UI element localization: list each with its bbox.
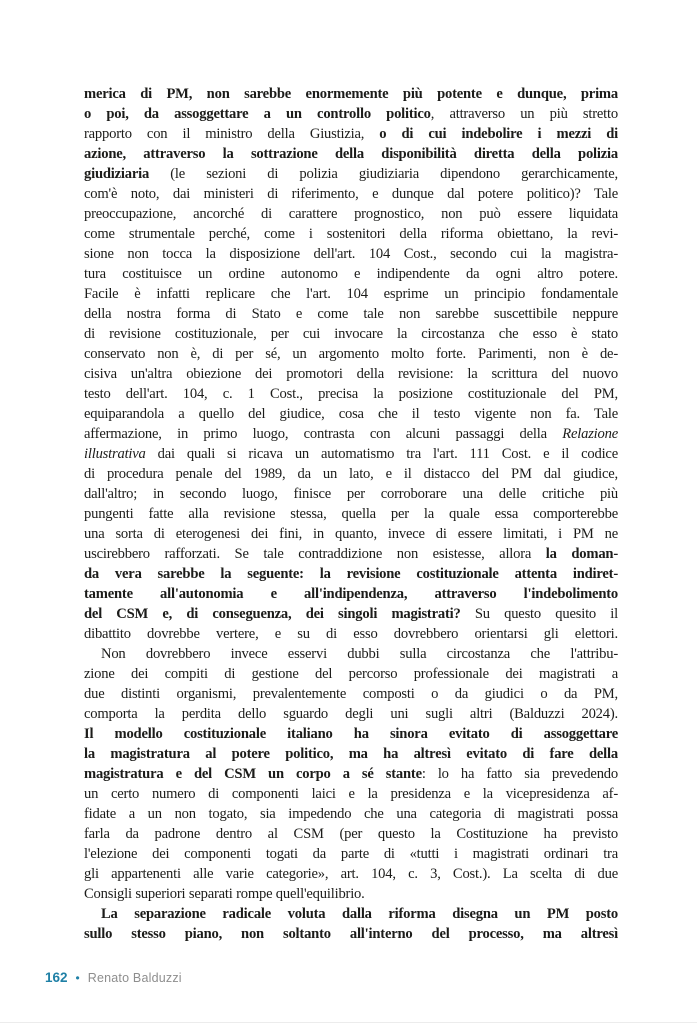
text-line <box>84 804 618 824</box>
text-run: tura costituisce un ordine autonomo e indipendente da ogni altro potere. <box>84 266 618 282</box>
text-run: (le sezioni di polizia giudiziaria dipendono gerarchicamente, <box>149 166 618 182</box>
text-line <box>84 744 618 764</box>
paragraph <box>84 644 618 904</box>
text-run: Il modello costituzionale italiano ha sinora evitato di assoggettare <box>84 726 618 742</box>
text-run: comporta la perdita dello sguardo degli uni sugli altri (Balduzzi 2024). <box>84 706 618 722</box>
text-line <box>84 724 618 744</box>
text-line <box>84 544 618 564</box>
text-line <box>84 684 618 704</box>
text-run: tamente all'autonomia e all'indipendenza, attraverso l'indebolimento <box>84 586 618 602</box>
text-run: Consigli superiori separati rompe quell'equilibrio. <box>84 886 365 902</box>
text-line <box>84 624 618 644</box>
text-line <box>84 324 618 344</box>
text-run: zione dei compiti di gestione del percorso professionale dei magistrati a <box>84 666 618 682</box>
text-run: preoccupazione, ancorché di carattere prognostico, non può essere liquidata <box>84 206 618 222</box>
text-line <box>84 404 618 424</box>
text-run: della nostra forma di Stato e come tale non sarebbe suscettibile neppure <box>84 306 618 322</box>
page-number: 162 <box>45 970 68 985</box>
text-line <box>84 204 618 224</box>
text-run: Su questo quesito il <box>460 606 618 622</box>
text-run: Relazione <box>562 426 618 442</box>
text-run: Facile è infatti replicare che l'art. 104 esprime un principio fondamentale <box>84 286 618 302</box>
text-run: l'elezione dei componenti togati da parte di «tutti i magistrati ordinari tra <box>84 846 618 862</box>
page-footer <box>45 970 182 985</box>
paragraph <box>84 904 618 944</box>
text-line <box>84 844 618 864</box>
text-line <box>84 444 618 464</box>
text-line <box>84 124 618 144</box>
text-line <box>84 384 618 404</box>
text-line <box>84 224 618 244</box>
text-line <box>84 524 618 544</box>
text-run: la magistratura al potere politico, ma ha altresì evitato di fare della <box>84 746 618 762</box>
text-run: illustrativa <box>84 446 146 462</box>
text-run: rapporto con il ministro della Giustizia, <box>84 126 380 142</box>
text-run: : lo ha fatto sia prevedendo <box>421 766 618 782</box>
text-run: un certo numero di componenti laici e la presidenza e la vicepresidenza af- <box>84 786 618 802</box>
text-line <box>84 104 618 124</box>
text-run: da vera sarebbe la seguente: la revisione costituzionale attenta indiret- <box>84 566 618 582</box>
text-line <box>84 84 618 104</box>
running-footer-author: Renato Balduzzi <box>87 971 182 985</box>
text-run: due distinti organismi, prevalentemente composti o da giudici o da PM, <box>84 686 618 702</box>
text-run: merica di PM, non sarebbe enormemente più potente e dunque, prima <box>84 86 618 102</box>
text-line <box>84 304 618 324</box>
text-run: dai quali si ricava un automatismo tra l'art. 111 Cost. e il codice <box>145 446 618 462</box>
text-line <box>84 764 618 784</box>
text-run: Non dovrebbero invece esservi dubbi sulla circostanza che l'attribu- <box>101 646 618 662</box>
text-run: La separazione radicale voluta dalla riforma disegna un PM posto <box>101 906 618 922</box>
paragraph <box>84 84 618 644</box>
text-line <box>84 824 618 844</box>
text-run: di revisione costituzionale, per cui invocare la circostanza che esso è stato <box>84 326 618 342</box>
text-run: com'è noto, dai ministeri di riferimento, e dunque dal potere politico)? Tale <box>84 186 618 202</box>
text-run: uscirebbero rafforzati. Se tale contraddizione non esistesse, allora <box>84 546 546 562</box>
text-run: conservato non è, di per sé, un argomento molto forte. Parimenti, non è de- <box>84 346 618 362</box>
text-line <box>84 244 618 264</box>
body-text <box>84 84 618 944</box>
text-run: sullo stesso piano, non soltanto all'interno del processo, ma altresì <box>84 926 618 942</box>
text-run: fidate a un non togato, sia impedendo che una categoria di magistrati possa <box>84 806 618 822</box>
text-run: azione, attraverso la sottrazione della disponibilità diretta della polizia <box>84 146 618 162</box>
text-line <box>84 784 618 804</box>
text-line <box>84 864 618 884</box>
text-run: , attraverso un più stretto <box>430 106 618 122</box>
text-run: equiparandola a quello del giudice, cosa che il testo vigente non fa. Tale <box>84 406 618 422</box>
text-line <box>84 904 618 924</box>
text-line <box>84 504 618 524</box>
text-line <box>84 144 618 164</box>
text-run: giudiziaria <box>84 166 150 182</box>
text-run: sione non tocca la disposizione dell'art. 104 Cost., secondo cui la magistra- <box>84 246 618 262</box>
text-line <box>84 704 618 724</box>
text-line <box>84 924 618 944</box>
text-run: del CSM e, di conseguenza, dei singoli magistrati? <box>84 606 461 622</box>
text-line <box>84 644 618 664</box>
text-run: magistratura e del CSM un corpo a sé stante <box>84 766 422 782</box>
text-run: dall'altro; in secondo luogo, finisce per corroborare una delle critiche più <box>84 486 618 502</box>
text-run: gli appartenenti alle varie categorie», art. 104, c. 3, Cost.). La scelta di due <box>84 866 618 882</box>
text-line <box>84 364 618 384</box>
text-run: dibattito dovrebbe vertere, e su di esso dovrebbero orientarsi gli elettori. <box>84 626 618 642</box>
text-line <box>84 584 618 604</box>
text-run: la doman- <box>545 546 618 562</box>
text-run: una sorta di eterogenesi dei fini, in quanto, invece di essere limitati, i PM ne <box>84 526 618 542</box>
text-line <box>84 604 618 624</box>
text-run: testo dell'art. 104, c. 1 Cost., precisa la posizione costituzionale del PM, <box>84 386 618 402</box>
text-line <box>84 564 618 584</box>
text-run: affermazione, in primo luogo, contrasta con alcuni passaggi della <box>84 426 563 442</box>
text-line <box>84 164 618 184</box>
text-run: farla da padrone dentro al CSM (per questo la Costituzione ha previsto <box>84 826 618 842</box>
text-line <box>84 464 618 484</box>
text-run: o di cui indebolire i mezzi di <box>379 126 618 142</box>
text-run: cisiva un'altra obiezione dei promotori della revisione: la scrittura del nuovo <box>84 366 618 382</box>
text-line <box>84 424 618 444</box>
text-line <box>84 664 618 684</box>
text-run: di procedura penale del 1989, da un lato, e il distacco del PM dal giudice, <box>84 466 618 482</box>
text-line <box>84 884 618 904</box>
footer-bullet-icon: • <box>75 971 80 985</box>
text-line <box>84 184 618 204</box>
text-line <box>84 264 618 284</box>
text-run: come strumentale perché, come i sostenitori della riforma obiettano, la revi- <box>84 226 618 242</box>
text-run: o poi, da assoggettare a un controllo politico <box>84 106 431 122</box>
text-line <box>84 484 618 504</box>
text-line <box>84 284 618 304</box>
text-run: pungenti fatte alla revisione stessa, quella per la quale essa comporterebbe <box>84 506 618 522</box>
text-line <box>84 344 618 364</box>
